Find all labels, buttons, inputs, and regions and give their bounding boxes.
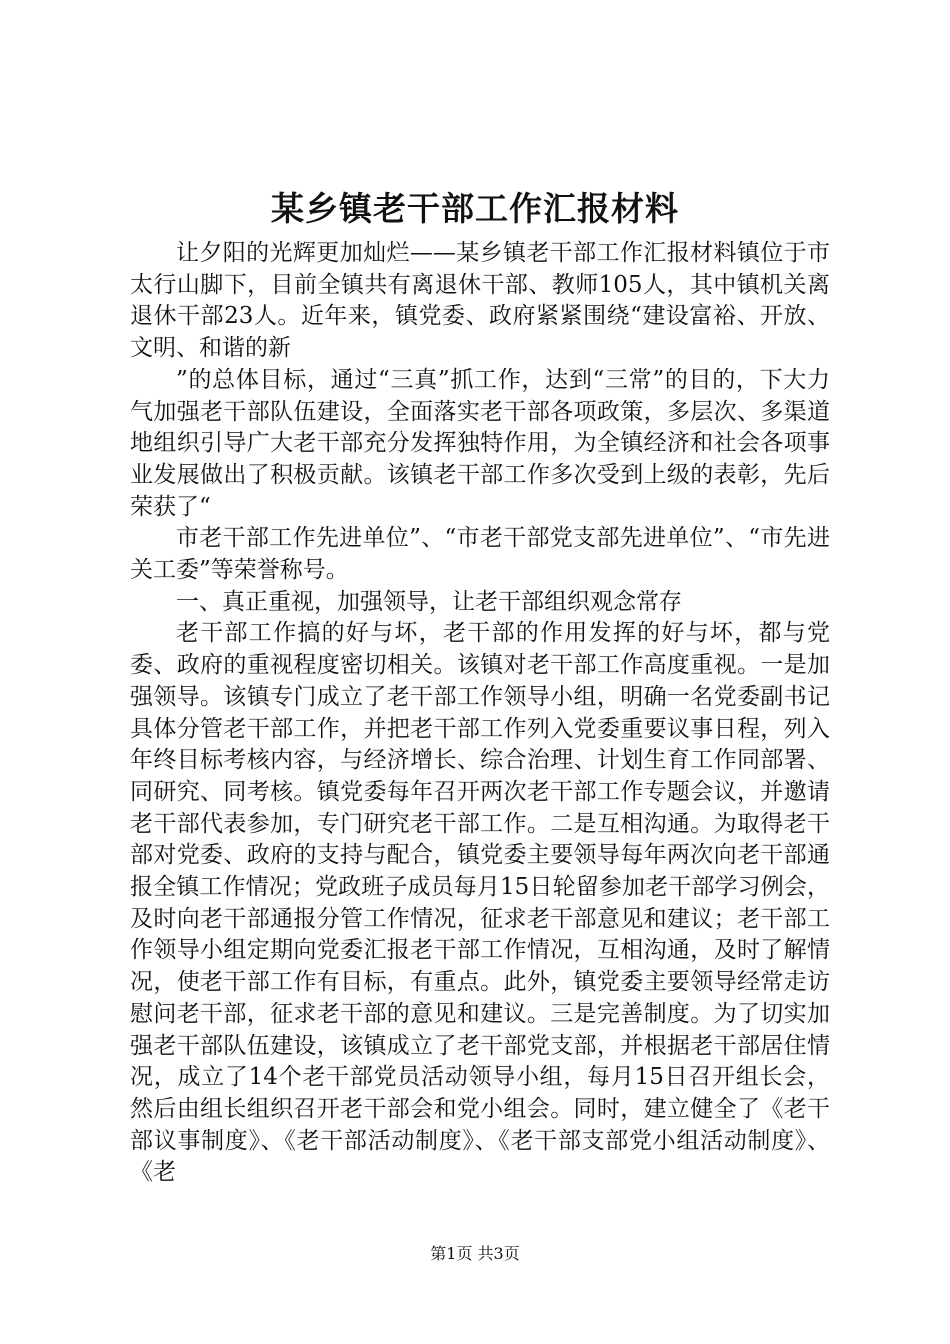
paragraph: ”的总体目标，通过“三真”抓工作，达到“三常”的目的，下大力气加强老干部队伍建设，全面落实老干部各项政策，多层次、多渠道地组织引导广大老干部充分发挥独特作用，为全镇经济和社会各项事业发展做出了积极贡献。该镇老干部工作多次受到上级的表彰，先后荣获了“ [130, 366, 830, 520]
document-title: 某乡镇老干部工作汇报材料 [271, 189, 679, 228]
section-heading: 一、真正重视，加强领导，让老干部组织观念常存 [176, 588, 682, 615]
document-body [130, 238, 830, 1189]
paragraph: 让夕阳的光辉更加灿烂——某乡镇老干部工作汇报材料镇位于市太行山脚下，目前全镇共有离退休干部、教师105人，其中镇机关离退休干部23人。近年来，镇党委、政府紧紧围绕“建设富裕、开放、文明、和谐的新 [130, 240, 830, 362]
page-footer: 第1页 共3页 [430, 1244, 520, 1263]
paragraph: 市老干部工作先进单位”、“市老干部党支部先进单位”、“市先进关工委”等荣誉称号。 [130, 525, 830, 584]
paragraph: 老干部工作搞的好与坏，老干部的作用发挥的好与坏，都与党委、政府的重视程度密切相关。该镇对老干部工作高度重视。一是加强领导。该镇专门成立了老干部工作领导小组，明确一名党委副书记具体分管老干部工作，并把老干部工作列入党委重要议事日程，列入年终目标考核内容，与经济增长、综合治理、计划生育工作同部署、同研究、同考核。镇党委每年召开两次老干部工作专题会议，并邀请老干部代表参加，专门研究老干部工作。二是互相沟通。为取得老干部对党委、政府的支持与配合，镇党委主要领导每年两次向老干部通报全镇工作情况；党政班子成员每月15日轮留参加老干部学习例会，及时向老干部通报分管工作情况，征求老干部意见和建议；老干部工作领导小组定期向党委汇报老干部工作情况，互相沟通，及时了解情况，使老干部工作有目标，有重点。此外，镇党委主要领导经常走访慰问老干部，征求老干部的意见和建议。三是完善制度。为了切实加强老干部队伍建设，该镇成立了老干部党支部，并根据老干部居住情况，成立了14个老干部党员活动领导小组，每月15日召开组长会，然后由组长组织召开老干部会和党小组会。同时，建立健全了《老干部议事制度》、《老干部活动制度》、《老干部支部党小组活动制度》、《老 [130, 620, 830, 1186]
